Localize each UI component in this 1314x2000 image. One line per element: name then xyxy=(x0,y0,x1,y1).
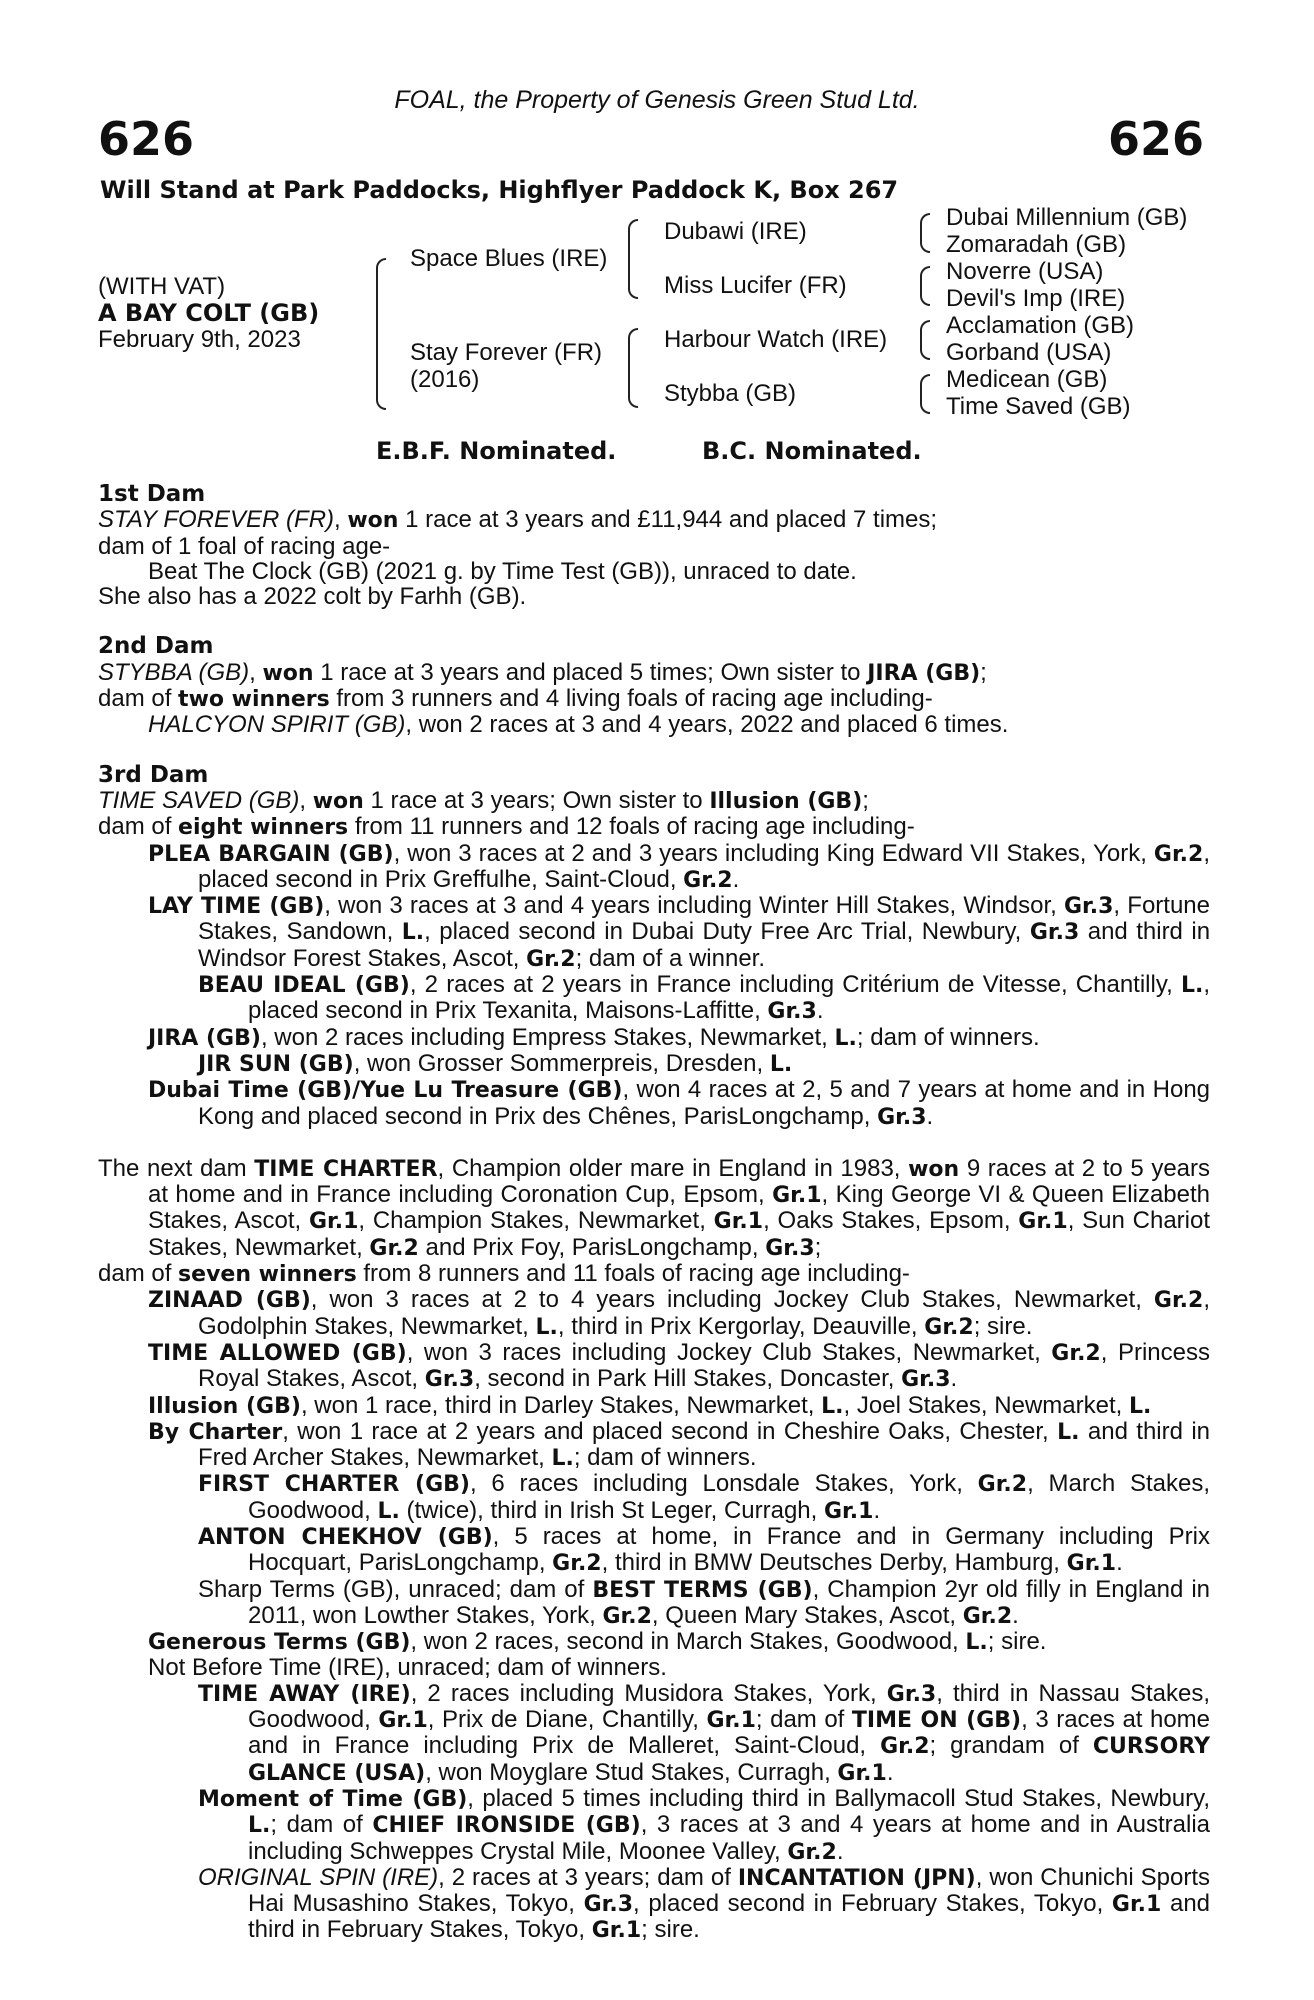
vat-note: (WITH VAT) xyxy=(98,273,226,300)
pedigree-brace-g2 xyxy=(920,266,930,306)
horse-name: ANTON CHEKHOV (GB) xyxy=(198,1524,493,1550)
produce-entry: Not Before Time (IRE), unraced; dam of winners. xyxy=(148,1654,667,1682)
grade: Gr.3 xyxy=(1063,894,1114,920)
grade: Gr.3 xyxy=(765,1235,815,1261)
horse-name: FIRST CHARTER (GB) xyxy=(198,1472,470,1498)
winners-count: two winners xyxy=(178,687,330,713)
horse-name: Dubai Time (GB)/Yue Lu Treasure (GB) xyxy=(148,1078,623,1104)
produce-entry xyxy=(98,1865,1210,1944)
record: , third in BMW Deutsches Derby, Hamburg, xyxy=(601,1549,1060,1577)
next-dam-produce xyxy=(98,1261,1210,1287)
gg-8: Time Saved (GB) xyxy=(946,393,1131,420)
gg-4: Devil's Imp (IRE) xyxy=(946,285,1126,312)
record: , Queen Mary Stakes, Ascot, xyxy=(651,1601,957,1629)
grade: Gr.3 xyxy=(767,999,817,1025)
record: , won 2 races including Empress Stakes, Newmarket, xyxy=(260,1023,828,1051)
grade: Gr.2 xyxy=(787,1839,837,1865)
next-dam-line xyxy=(98,1156,1210,1261)
punct: . xyxy=(886,1758,894,1786)
gg-5: Acclamation (GB) xyxy=(946,312,1135,339)
pedigree-brace-g4 xyxy=(920,374,930,414)
dam-record: 1 race at 3 years; Own sister to xyxy=(370,786,703,814)
record: , third in Nassau Stakes, Goodwood, xyxy=(248,1679,1210,1734)
record: , won 3 races including Jockey Club Stakes, Newmarket, xyxy=(406,1338,1041,1366)
horse-name: CHIEF IRONSIDE (GB) xyxy=(372,1813,641,1839)
first-dam-produce: dam of 1 foal of racing age- xyxy=(98,532,391,560)
gg-3: Noverre (USA) xyxy=(946,258,1104,285)
pedigree-brace-g3 xyxy=(920,320,930,360)
grade: Gr.2 xyxy=(880,1734,930,1760)
record: , placed second in Prix Texanita, Maisons-Laffitte, xyxy=(248,971,1210,1025)
punct: . xyxy=(1012,1601,1019,1629)
record: , Prix de Diane, Chantilly, xyxy=(427,1706,699,1734)
grade: Gr.2 xyxy=(683,867,733,893)
record: ; dam of xyxy=(755,1706,845,1734)
record: , won 3 races at 2 to 4 years including Jockey Club Stakes, Newmarket, xyxy=(310,1286,1142,1314)
record: (twice), third in Irish St Leger, Curragh, xyxy=(406,1496,818,1524)
text: dam of xyxy=(98,1260,172,1288)
grade: Gr.3 xyxy=(886,1681,937,1707)
grade: Gr.1 xyxy=(1111,1892,1162,1918)
lot-number-right: 626 xyxy=(1107,112,1204,166)
punct: . xyxy=(816,997,824,1025)
dam-sire: Harbour Watch (IRE) xyxy=(664,326,888,353)
sire: Space Blues (IRE) xyxy=(410,245,608,272)
record: , March Stakes, Goodwood, xyxy=(248,1470,1211,1524)
gg-7: Medicean (GB) xyxy=(946,366,1108,393)
dam-dam: Stybba (GB) xyxy=(664,380,797,407)
produce-entry xyxy=(98,1393,1210,1419)
gg-6: Gorband (USA) xyxy=(946,339,1112,366)
record: , 2 races at 2 years in France including Critérium de Vitesse, Chantilly, xyxy=(409,971,1173,999)
produce-entry xyxy=(98,1025,1210,1051)
record: , won 2 races, second in March Stakes, Goodwood, xyxy=(410,1628,959,1656)
produce-entry xyxy=(98,1340,1210,1393)
sire-dam: Miss Lucifer (FR) xyxy=(664,272,847,299)
record: and third in Windsor Forest Stakes, Ascot, xyxy=(198,918,1211,972)
grade: Gr.3 xyxy=(583,1892,634,1918)
grade: L. xyxy=(248,1813,271,1839)
record: ; dam of winners. xyxy=(856,1023,1040,1051)
punct: . xyxy=(732,865,740,893)
grade: Gr.2 xyxy=(526,946,576,972)
pedigree-brace-g1 xyxy=(920,213,930,253)
grade: Gr.1 xyxy=(824,1498,874,1524)
grade: Gr.1 xyxy=(591,1918,642,1944)
record: , Champion 2yr old filly in England in 2011, won Lowther Stakes, York, xyxy=(248,1575,1211,1629)
pedigree-brace-sire xyxy=(628,219,638,299)
second-dam-heading: 2nd Dam xyxy=(98,633,214,660)
produce-entry xyxy=(98,1287,1210,1340)
grade: Gr.1 xyxy=(706,1708,756,1734)
grade: L. xyxy=(1180,973,1204,999)
record: , won Moyglare Stud Stakes, Curragh, xyxy=(425,1758,831,1786)
first-dam-note: She also has a 2022 colt by Farhh (GB). xyxy=(98,583,527,611)
second-dam-line: STYBBA (GB), won 1 race at 3 years and placed 5 times; Own sister to JIRA (GB); xyxy=(98,658,987,686)
produce-entry xyxy=(98,893,1210,972)
stand-location: Will Stand at Park Paddocks, Highflyer Paddock K, Box 267 xyxy=(100,176,899,204)
record: 9 races at 2 to 5 years at home and in France including Coronation Cup, Epsom, xyxy=(148,1154,1211,1209)
horse-name: ZINAAD (GB) xyxy=(148,1288,311,1314)
horse-name: JIR SUN (GB) xyxy=(198,1051,354,1077)
text: dam of xyxy=(98,813,172,841)
produce-entry xyxy=(98,1419,1210,1472)
record: , 3 races at 3 and 4 years at home and in Australia including Schweppes Crystal Mile, Moonee Valley, xyxy=(248,1811,1210,1865)
punct: . xyxy=(836,1837,844,1865)
horse-name: BEST TERMS (GB) xyxy=(592,1577,813,1603)
record: ; sire. xyxy=(641,1916,700,1944)
punct: . xyxy=(873,1496,881,1524)
produce-entry xyxy=(98,1077,1210,1130)
horse-name: By Charter xyxy=(148,1419,283,1445)
grade: Gr.1 xyxy=(1018,1209,1068,1235)
produce-entry xyxy=(98,972,1210,1025)
punct: ; xyxy=(980,658,987,686)
record: , Sun Chariot Stakes, Newmarket, xyxy=(148,1207,1211,1261)
pedigree-brace-1 xyxy=(376,258,386,410)
record: , 2 races at 3 years; dam of xyxy=(438,1863,731,1891)
record: and third in Fred Archer Stakes, Newmarket, xyxy=(198,1417,1211,1472)
sire-sire: Dubawi (IRE) xyxy=(664,218,807,245)
record: , Oaks Stakes, Epsom, xyxy=(763,1207,1011,1235)
horse-name: TIME ALLOWED (GB) xyxy=(148,1340,407,1366)
grade: L. xyxy=(401,920,425,946)
bc-nominated: B.C. Nominated. xyxy=(702,437,922,465)
record: , placed second in Prix Greffulhe, Saint-Cloud, xyxy=(198,839,1210,893)
record: , Joel Stakes, Newmarket, xyxy=(843,1391,1123,1419)
grade: L. xyxy=(1057,1419,1080,1445)
lot-name: A BAY COLT (GB) xyxy=(98,299,320,327)
horse-name: Generous Terms (GB) xyxy=(148,1630,411,1656)
dam-name: STYBBA (GB) xyxy=(98,658,250,686)
record: , placed second in Dubai Duty Free Arc Trial, Newbury, xyxy=(424,918,1022,946)
record: , 2 races including Musidora Stakes, York, xyxy=(410,1679,877,1707)
grade: Gr.3 xyxy=(901,1367,951,1393)
winners-count: seven winners xyxy=(178,1262,357,1288)
horse-name: TIME AWAY (IRE) xyxy=(198,1681,411,1707)
record: , 6 races including Lonsdale Stakes, York, xyxy=(469,1470,963,1498)
grade: Gr.2 xyxy=(1051,1340,1101,1366)
ebf-nominated: E.B.F. Nominated. xyxy=(376,437,617,465)
grade: Gr.2 xyxy=(552,1551,602,1577)
record: , won 3 races at 3 and 4 years including Winter Hill Stakes, Windsor, xyxy=(324,892,1057,920)
grade: L. xyxy=(377,1498,400,1524)
record: , won 4 races at 2, 5 and 7 years at home and in Hong Kong and placed second in Prix des Chênes, ParisLongchamp, xyxy=(198,1076,1211,1130)
record: ; dam of xyxy=(270,1811,363,1839)
record: , Champion older mare in England in 1983, xyxy=(437,1154,901,1182)
produce-entry xyxy=(98,1471,1210,1524)
record: , won 2 races at 3 and 4 years, 2022 and placed 6 times. xyxy=(405,711,1009,739)
produce-entry xyxy=(98,1681,1210,1786)
gg-2: Zomaradah (GB) xyxy=(946,231,1127,258)
grade: L. xyxy=(551,1446,574,1472)
property-line: FOAL, the Property of Genesis Green Stud Ltd. xyxy=(394,86,920,114)
grade: Gr.1 xyxy=(378,1708,428,1734)
gg-1: Dubai Millennium (GB) xyxy=(946,204,1188,231)
record: , placed second in February Stakes, Tokyo, xyxy=(633,1890,1104,1918)
horse-name: JIRA (GB) xyxy=(148,1025,261,1051)
grade: Gr.3 xyxy=(424,1367,475,1393)
third-dam-produce xyxy=(98,814,1210,840)
winners-count: eight winners xyxy=(178,815,349,841)
record: , Godolphin Stakes, Newmarket, xyxy=(198,1286,1210,1340)
grade: Gr.2 xyxy=(962,1603,1013,1629)
first-dam-line: STAY FOREVER (FR), won 1 race at 3 years and £11,944 and placed 7 times; xyxy=(98,506,938,534)
horse-name: ORIGINAL SPIN (IRE) xyxy=(198,1863,439,1891)
horse-name: HALCYON SPIRIT (GB) xyxy=(148,711,406,739)
spacer xyxy=(98,1130,1210,1156)
punct: ; xyxy=(814,1233,822,1261)
record: , 3 races at home and in France including Prix de Malleret, Saint-Cloud, xyxy=(248,1706,1211,1760)
grade: Gr.2 xyxy=(1153,841,1204,867)
won-label: won xyxy=(262,660,314,686)
dam-name: TIME SAVED (GB) xyxy=(98,786,300,814)
grade: Gr.2 xyxy=(369,1235,419,1261)
third-dam-line: TIME SAVED (GB), won 1 race at 3 years; Own sister to Illusion (GB); xyxy=(98,786,869,814)
record: , second in Park Hill Stakes, Doncaster, xyxy=(474,1365,895,1393)
grade: Gr.2 xyxy=(1153,1288,1204,1314)
record: ; dam of a winner. xyxy=(575,944,765,972)
record: , won Grosser Sommerpreis, Dresden, xyxy=(353,1049,764,1077)
grade: L. xyxy=(965,1630,988,1656)
record: , third in Prix Kergorlay, Deauville, xyxy=(557,1312,918,1340)
dam-record: 1 race at 3 years and placed 5 times; Own sister to xyxy=(320,658,861,686)
text: dam of xyxy=(98,685,172,713)
record: , King George VI & Queen Elizabeth Stakes, Ascot, xyxy=(148,1181,1211,1235)
catalogue-body xyxy=(98,482,1210,1944)
dam-year: (2016) xyxy=(410,366,480,393)
third-dam-heading: 3rd Dam xyxy=(98,761,209,788)
record: , won 1 race, third in Darley Stakes, Newmarket, xyxy=(300,1391,815,1419)
text: from 11 runners and 12 foals of racing age including- xyxy=(354,813,915,841)
grade: L. xyxy=(769,1051,793,1077)
record: Sharp Terms (GB), unraced; dam of xyxy=(198,1575,585,1603)
sister-name: Illusion (GB) xyxy=(709,788,863,814)
record: ; sire. xyxy=(987,1628,1047,1656)
punct: . xyxy=(950,1365,958,1393)
grade: Gr.2 xyxy=(977,1472,1028,1498)
horse-name: Illusion (GB) xyxy=(148,1393,301,1419)
won-label: won xyxy=(312,788,364,814)
produce-entry xyxy=(98,841,1210,894)
produce-entry xyxy=(98,1051,1210,1077)
horse-name: TIME ON (GB) xyxy=(851,1708,1022,1734)
pedigree-brace-dam xyxy=(628,328,638,408)
grade: Gr.1 xyxy=(837,1760,887,1786)
dam: Stay Forever (FR) xyxy=(410,339,603,366)
record: ; grandam of xyxy=(929,1732,1079,1760)
dam-name: STAY FOREVER (FR) xyxy=(98,506,335,534)
record: , Fortune Stakes, Sandown, xyxy=(198,892,1210,946)
text: from 8 runners and 11 foals of racing age including- xyxy=(363,1260,910,1288)
horse-name: LAY TIME (GB) xyxy=(148,894,325,920)
horse-name: INCANTATION (JPN) xyxy=(737,1865,976,1891)
record: , won 3 races at 2 and 3 years including King Edward VII Stakes, York, xyxy=(393,839,1147,867)
won-label: won xyxy=(908,1156,960,1182)
grade: Gr.1 xyxy=(1066,1551,1117,1577)
horse-name: TIME CHARTER xyxy=(254,1156,438,1182)
second-dam-produce xyxy=(98,686,1210,712)
record: , won Chunichi Sports Hai Musashino Stakes, Tokyo, xyxy=(248,1863,1210,1918)
grade: Gr.1 xyxy=(772,1183,822,1209)
horse-name: Moment of Time (GB) xyxy=(198,1786,468,1812)
produce-entry xyxy=(98,712,1210,737)
sister-name: JIRA (GB) xyxy=(867,660,981,686)
grade: L. xyxy=(821,1393,844,1419)
dam-record: 1 race at 3 years and £11,944 and placed 7 times; xyxy=(405,506,938,534)
produce-entry xyxy=(98,1524,1210,1577)
grade: Gr.2 xyxy=(602,1603,652,1629)
grade: Gr.3 xyxy=(877,1104,927,1130)
foaling-date: February 9th, 2023 xyxy=(98,326,301,353)
record: ; dam of winners. xyxy=(573,1444,757,1472)
punct: ; xyxy=(862,786,869,814)
produce-entry xyxy=(98,1786,1210,1865)
record: , won 1 race at 2 years and placed second in Cheshire Oaks, Chester, xyxy=(282,1417,1049,1445)
first-dam-heading: 1st Dam xyxy=(98,481,206,507)
record: and Prix Foy, ParisLongchamp, xyxy=(425,1233,759,1261)
grade: L. xyxy=(1128,1393,1152,1419)
record: and third in February Stakes, Tokyo, xyxy=(248,1890,1211,1944)
record: , 5 races at home, in France and in Germany including Prix Hocquart, ParisLongchamp, xyxy=(248,1522,1210,1577)
grade: Gr.2 xyxy=(924,1314,974,1340)
produce-entry xyxy=(98,1629,1210,1655)
produce-entry xyxy=(98,1577,1210,1630)
text: The next dam xyxy=(98,1154,247,1182)
grade: Gr.1 xyxy=(308,1209,359,1235)
grade: Gr.1 xyxy=(713,1209,764,1235)
punct: . xyxy=(1116,1549,1123,1577)
horse-name: PLEA BARGAIN (GB) xyxy=(148,841,394,867)
lot-number-left: 626 xyxy=(98,112,195,166)
record: ; sire. xyxy=(973,1312,1033,1340)
record: , placed 5 times including third in Ballymacoll Stud Stakes, Newbury, xyxy=(467,1784,1210,1812)
grade: L. xyxy=(834,1025,857,1051)
record: , Champion Stakes, Newmarket, xyxy=(358,1207,706,1235)
record: , Princess Royal Stakes, Ascot, xyxy=(198,1338,1210,1393)
foal-entry: Beat The Clock (GB) (2021 g. by Time Test (GB)), unraced to date. xyxy=(148,557,857,585)
text: from 3 runners and 4 living foals of racing age including- xyxy=(336,685,933,713)
horse-name: BEAU IDEAL (GB) xyxy=(198,973,410,999)
grade: L. xyxy=(535,1314,558,1340)
punct: . xyxy=(926,1102,934,1130)
horse-name: CURSORY GLANCE (USA) xyxy=(248,1734,1211,1786)
won-label: won xyxy=(347,508,399,534)
grade: Gr.3 xyxy=(1029,920,1080,946)
